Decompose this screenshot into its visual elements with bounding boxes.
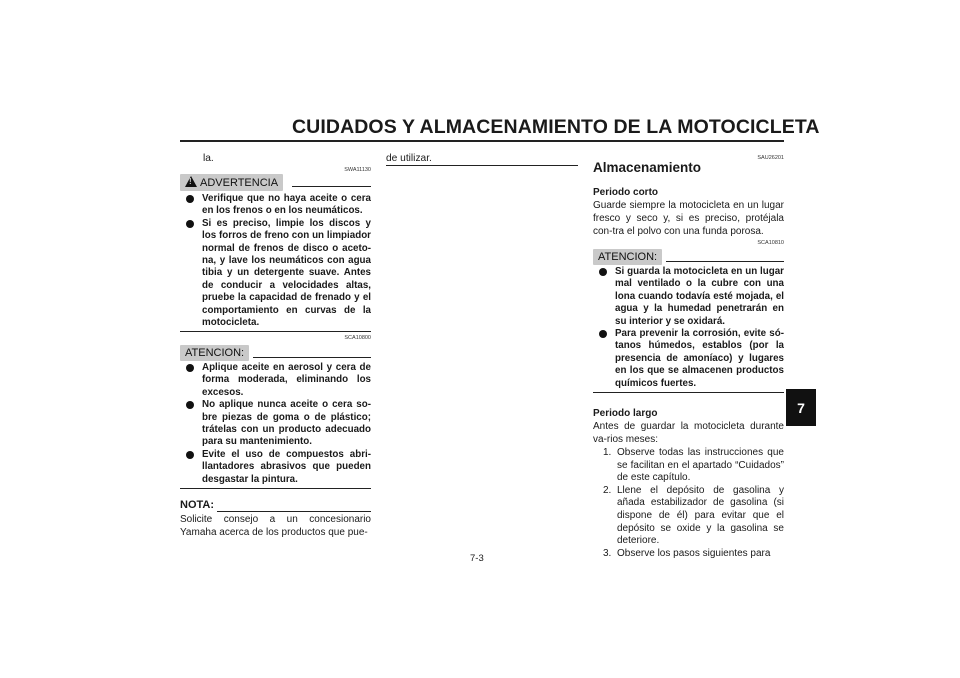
bullet-icon <box>599 330 607 338</box>
continuation-text-2: de utilizar. <box>386 153 432 164</box>
continuation-text: la. <box>203 153 214 164</box>
long-term-text: Antes de guardar la motocicleta durante va-rios meses: <box>593 421 784 445</box>
list-item: 1. Observe todas las instrucciones que se facilitan en el apartado “Cuidados” de este capítulo. <box>603 447 784 484</box>
list-item: Aplique aceite en aerosol y cera de forma moderada, eliminando los excesos. <box>180 362 371 399</box>
bullet-icon <box>186 364 194 372</box>
note-label: NOTA: <box>180 499 215 511</box>
list-item: Para prevenir la corrosión, evite só-tanos húmedos, establos (por la presencia de amoníaco) y lugares en los que se almacenen productos químicos fuertes. <box>593 328 784 390</box>
step-number: 3. <box>603 547 612 559</box>
warning-code: SWA11130 <box>344 167 371 173</box>
long-term-heading: Periodo largo <box>593 408 658 419</box>
caution-badge-2: ATENCION: <box>593 249 662 265</box>
list-item: Verifique que no haya aceite o cera en los frenos o en los neumáticos. <box>180 193 371 218</box>
col2-end-rule <box>386 165 578 166</box>
section-code: SAU26201 <box>757 155 784 161</box>
short-term-heading: Periodo corto <box>593 187 659 198</box>
step-number: 2. <box>603 484 612 496</box>
bullet-icon <box>599 268 607 276</box>
short-term-text: Guarde siempre la motocicleta en un lugar fresco y seco y, si es preciso, protéjala con-tra el polvo con una funda porosa. <box>593 200 784 237</box>
chapter-tab: 7 <box>786 389 816 426</box>
warning-label: ADVERTENCIA <box>200 177 279 189</box>
page-number: 7-3 <box>470 553 484 564</box>
list-item: Si es preciso, limpie los discos y los forros de freno con un limpiador normal de frenos de disco o aceto-na, y lave los neumáticos con agua tibia y un detergente suave. Antes de conducir a velocidades altas, pruebe la capacidad de frenado y el comportamiento en curvas de la motocicleta. <box>180 218 371 330</box>
caution-header-rule <box>253 357 371 358</box>
list-item: Si guarda la motocicleta en un lugar mal ventilado o la cubre con una lona cuando todavía esté mojada, el agua y la humedad penetrarán en su interior y se oxidará. <box>593 266 784 328</box>
page-title: CUIDADOS Y ALMACENAMIENTO DE LA MOTOCICLETA <box>292 116 820 138</box>
warning-badge <box>180 174 283 191</box>
caution-list <box>180 362 371 486</box>
caution-header-2 <box>593 247 662 265</box>
caution-end-rule <box>180 488 371 489</box>
title-rule <box>180 140 784 142</box>
caution-header-rule-2 <box>666 261 784 262</box>
list-item: No aplique nunca aceite o cera so-bre piezas de goma o de plástico; trátelas con un producto adecuado para su mantenimiento. <box>180 399 371 449</box>
section-title: Almacenamiento <box>593 160 702 175</box>
caution-badge: ATENCION: <box>180 345 249 361</box>
warning-header-rule <box>292 186 371 187</box>
bullet-icon <box>186 451 194 459</box>
caution-end-rule-2 <box>593 392 784 393</box>
warning-end-rule <box>180 331 371 332</box>
step-number: 1. <box>603 447 612 458</box>
long-term-steps <box>593 447 784 560</box>
bullet-icon <box>186 195 194 203</box>
list-item: 2. Llene el depósito de gasolina y añada estabilizador de gasolina (si dispone de él) para evitar que el depósito se oxide y la gasolina se deteriore. <box>603 484 784 547</box>
caution-code-2: SCA10810 <box>757 240 784 246</box>
caution-list-2 <box>593 266 784 390</box>
bullet-icon <box>186 220 194 228</box>
warning-header <box>180 174 283 191</box>
bullet-icon <box>186 401 194 409</box>
list-item: 3. Observe los pasos siguientes para <box>603 547 771 559</box>
note-text: Solicite consejo a un concesionario Yamaha acerca de los productos que pue- <box>180 514 371 538</box>
note-rule <box>217 511 371 512</box>
list-item: Evite el uso de compuestos abri-llantadores abrasivos que pueden desgastar la pintura. <box>180 449 371 486</box>
warning-triangle-icon: ! <box>185 176 197 187</box>
warning-list <box>180 193 371 329</box>
caution-header <box>180 343 249 361</box>
caution-code: SCA10800 <box>344 335 371 341</box>
